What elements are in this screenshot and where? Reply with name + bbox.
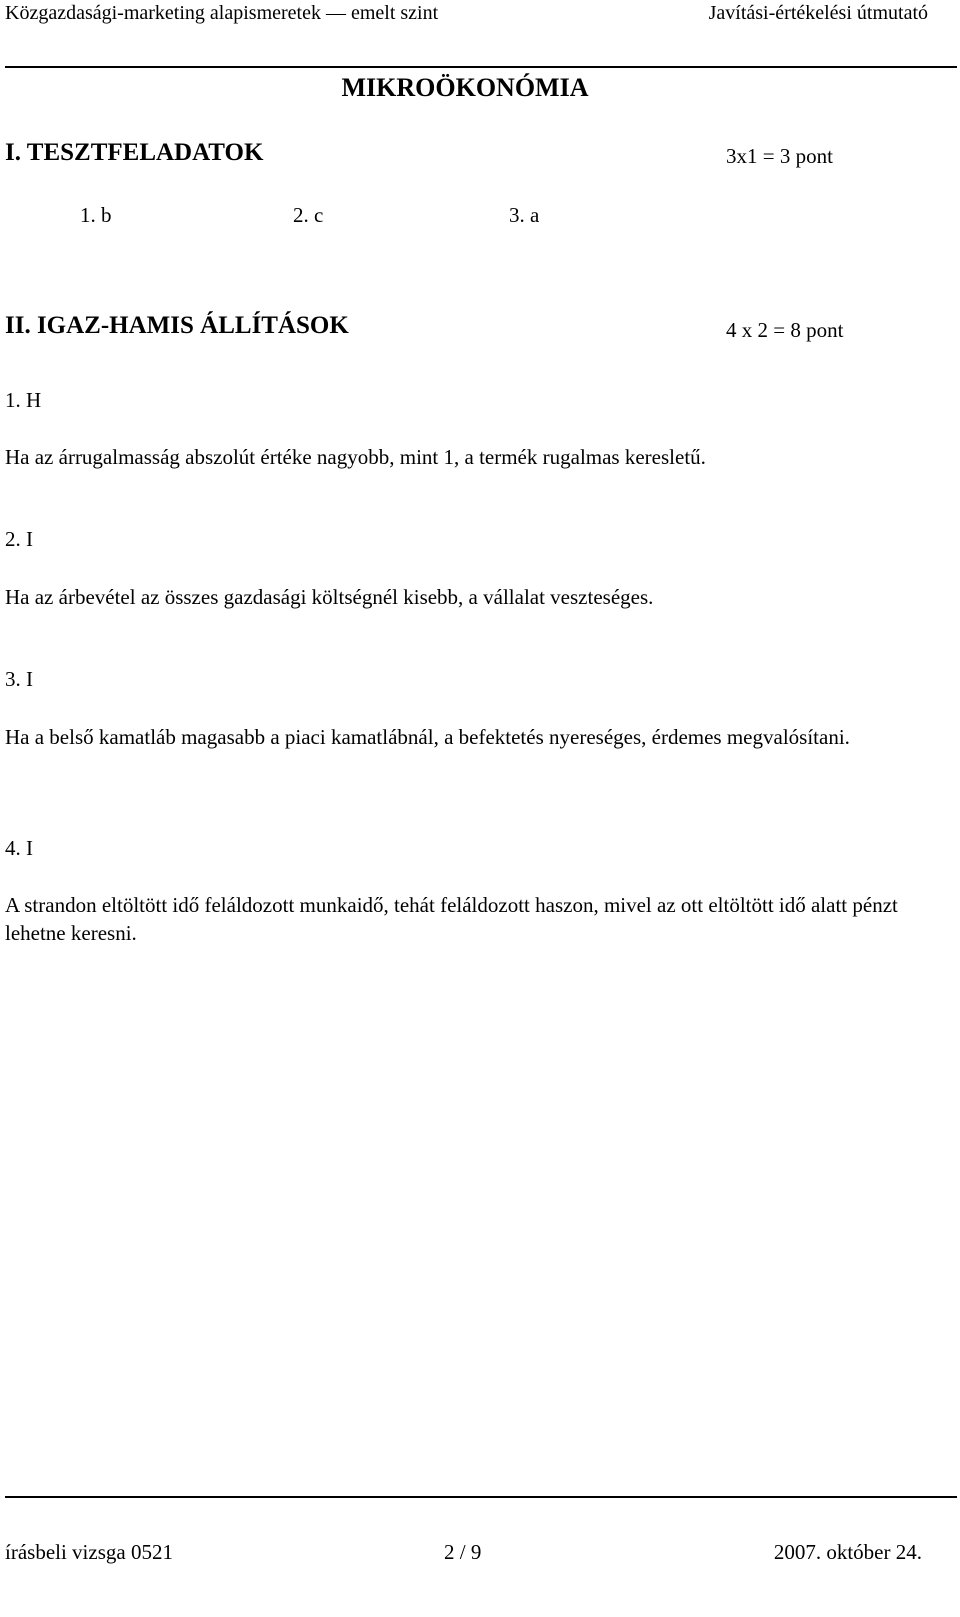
- footer-left: írásbeli vizsga 0521: [5, 1540, 173, 1564]
- answer-3: 3. a: [509, 203, 540, 227]
- footer-date: 2007. október 24.: [773, 1540, 922, 1564]
- header-left: Közgazdasági-marketing alapismeretek — emelt szint: [5, 2, 439, 24]
- item-1-text: Ha az árrugalmasság abszolút értéke nagyobb, mint 1, a termék rugalmas keresletű.: [5, 445, 706, 469]
- section2-points: 4 x 2 = 8 pont: [726, 318, 844, 342]
- answer-1: 1. b: [80, 203, 112, 227]
- answer-2: 2. c: [293, 203, 324, 227]
- page-title: MIKROÖKONÓMIA: [341, 73, 589, 102]
- item-1-label: 1. H: [5, 388, 42, 412]
- footer-page-number: 2 / 9: [444, 1540, 482, 1564]
- item-4-text: A strandon eltöltött idő feláldozott munkaidő, tehát feláldozott haszon, mivel az ott eltöltött idő alatt pénzt lehetne keresni.: [5, 893, 898, 945]
- header-divider: [5, 66, 957, 68]
- item-4-label: 4. I: [5, 836, 33, 860]
- header-right: Javítási-értékelési útmutató: [708, 2, 928, 24]
- section2-title: II. IGAZ-HAMIS ÁLLÍTÁSOK: [5, 312, 349, 339]
- item-3-label: 3. I: [5, 667, 33, 691]
- item-3-text: Ha a belső kamatláb magasabb a piaci kamatlábnál, a befektetés nyereséges, érdemes megvalósítani.: [5, 725, 850, 749]
- section1-title: I. TESZTFELADATOK: [5, 139, 264, 166]
- section1-points: 3x1 = 3 pont: [726, 144, 833, 168]
- item-2-label: 2. I: [5, 527, 33, 551]
- item-2-text: Ha az árbevétel az összes gazdasági költségnél kisebb, a vállalat veszteséges.: [5, 585, 654, 609]
- footer-divider: [5, 1496, 957, 1498]
